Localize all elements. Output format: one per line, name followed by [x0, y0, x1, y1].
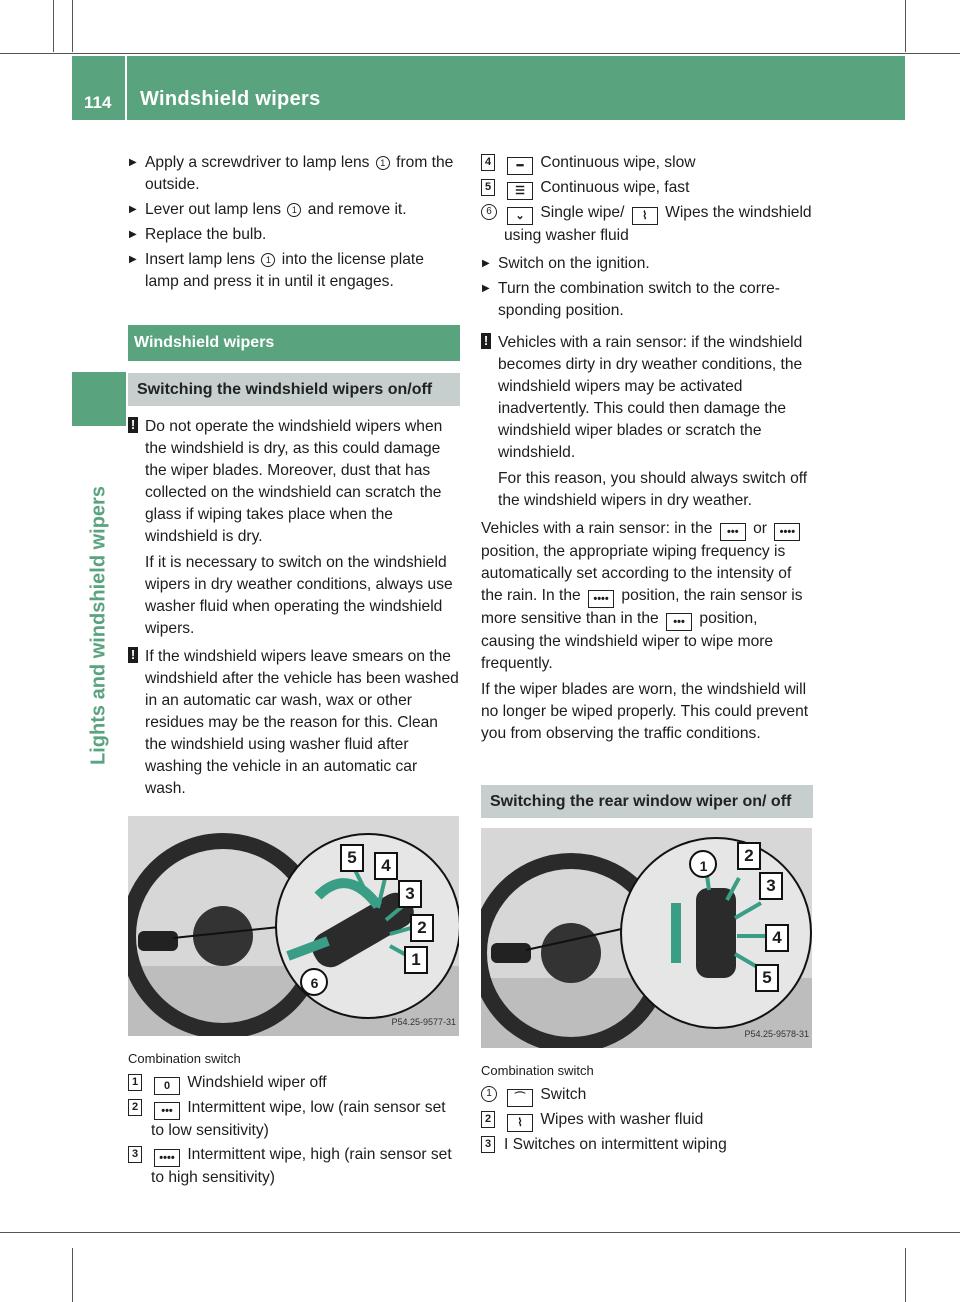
item-text: Switch [540, 1086, 587, 1103]
warning-text: If the windshield wipers leave smears on the windshield after the vehicle has been washed in an automatic car wash, wax or other residues may be the reason for this. Clean the windshield using washer fluid after washing the vehicle in an automatic car wash. [145, 648, 459, 797]
item-number: 3 [481, 1136, 495, 1153]
crop-mark [72, 1248, 73, 1302]
warning-note [128, 416, 460, 640]
figure-code: P54.25-9578-31 [744, 1029, 809, 1039]
legend-item [481, 177, 813, 200]
crop-mark [0, 1232, 960, 1233]
item-text: Windshield wiper off [187, 1074, 327, 1091]
crop-mark [72, 0, 73, 52]
para-text: position, the appropriate wiping frequency is automatically set according to the intensity of the rain. In the [481, 543, 792, 604]
figure-code: P54.25-9577-31 [391, 1017, 456, 1027]
chapter-tab-marker [72, 372, 126, 426]
subsection-heading: Switching the windshield wipers on/off [128, 373, 460, 406]
wiper-off-symbol: 0 [154, 1077, 180, 1095]
step-text: from the outside. [145, 154, 454, 193]
intermittent-low-symbol: ••• [154, 1102, 180, 1120]
item-text: Intermittent wipe, low (rain sensor set to low sensitivity) [151, 1099, 446, 1139]
continuous-fast-symbol: ☰ [507, 182, 533, 200]
legend-item [128, 1144, 460, 1189]
crop-mark [905, 1248, 906, 1302]
instruction-step [128, 224, 460, 246]
header-divider [125, 56, 127, 120]
para-text: Vehicles with a rain sensor: in the [481, 520, 713, 537]
item-number: 2 [128, 1099, 142, 1116]
warning-text: If it is necessary to switch on the windshield wipers in dry weather conditions, always use washer fluid when operating the windshield wipers. [145, 554, 453, 637]
lens-number: 1 [287, 203, 301, 217]
figure-callout: 2 [410, 914, 434, 942]
item-text: I Switches on intermittent wiping [504, 1136, 727, 1153]
intermittent-low-symbol: ••• [666, 613, 692, 631]
figure-callout: 4 [374, 852, 398, 880]
figure-callout: 6 [310, 975, 319, 991]
legend-item [481, 202, 813, 247]
item-number: 1 [128, 1074, 142, 1091]
item-number: 5 [481, 179, 495, 196]
intermittent-low-symbol: ••• [720, 523, 746, 541]
warning-text: For this reason, you should always switch off the windshield wipers in dry weather. [498, 470, 808, 509]
instruction-step: ▶ Turn the combination switch to the corresponding position. [481, 278, 813, 322]
step-text: Apply a screwdriver to lamp lens [145, 154, 370, 171]
figure-caption: Combination switch [481, 1063, 594, 1078]
figure-callout: 1 [404, 946, 428, 974]
para-text: position, causing the windshield wiper to wipe more frequently. [481, 610, 774, 672]
washer-fluid-symbol: ⌇ [507, 1114, 533, 1132]
chapter-tab-label: Lights and windshield wipers [87, 486, 110, 765]
warning-text: Vehicles with a rain sensor: if the windshield becomes dirty in dry weather conditions, the windshield wipers may be activated inadvertently. This could then damage the windshield wiper blades or scratch the windshield. [498, 334, 803, 461]
combination-switch-figure [128, 816, 459, 1036]
right-column [481, 152, 813, 1158]
step-text: Insert lamp lens [145, 251, 256, 268]
crop-mark [53, 0, 54, 52]
rear-wiper-switch-figure [481, 828, 812, 1048]
legend-item [481, 152, 813, 175]
crop-mark [905, 0, 906, 52]
item-text: Single wipe/ [540, 204, 625, 221]
item-text: Wipes the windshield using washer fluid [504, 204, 812, 244]
lens-number: 1 [261, 253, 275, 267]
item-number: 2 [481, 1111, 495, 1128]
legend-item [481, 1084, 813, 1107]
rear-wiper-switch-illustration [481, 828, 812, 1048]
para-text: position, the rain sensor is more sensitive than in the [481, 587, 803, 627]
figure-caption: Combination switch [128, 1051, 241, 1066]
intermittent-high-symbol: •••• [588, 590, 614, 608]
warning-note [128, 646, 460, 800]
single-wipe-symbol: ⌄ [507, 207, 533, 225]
left-column [128, 152, 460, 1191]
legend-item [481, 1109, 813, 1132]
instruction-step [128, 152, 460, 196]
instruction-step [128, 249, 460, 293]
instruction-step: ▶ Switch on the ignition. [481, 253, 813, 275]
subsection-heading: Switching the rear window wiper on/ off [481, 785, 813, 818]
figure-callout: 3 [759, 872, 783, 900]
item-number: 3 [128, 1146, 142, 1163]
item-text: Continuous wipe, fast [540, 179, 690, 196]
step-text: into the license plate lamp and press it in until it engages. [145, 251, 424, 290]
item-text: Wipes with washer fluid [540, 1111, 704, 1128]
legend-item [481, 1134, 813, 1156]
section-heading: Windshield wipers [128, 325, 460, 361]
page-number: 114 [84, 93, 112, 112]
body-paragraph: If the wiper blades are worn, the windshield will no longer be wiped properly. This could prevent you from observing the traffic conditions. [481, 681, 809, 742]
washer-fluid-symbol: ⌇ [632, 207, 658, 225]
item-number: 6 [481, 204, 497, 220]
rear-wiper-symbol: ⌒ [507, 1089, 533, 1107]
figure-callout: 3 [398, 880, 422, 908]
intermittent-high-symbol: •••• [774, 523, 800, 541]
item-number: 1 [481, 1086, 497, 1102]
step-text: Replace the bulb. [145, 226, 267, 243]
warning-icon: ! [481, 333, 491, 349]
figure-callout: 1 [699, 858, 708, 874]
crop-mark [0, 53, 960, 54]
continuous-slow-symbol: ━ [507, 157, 533, 175]
instruction-step [128, 199, 460, 221]
para-text: or [753, 520, 767, 537]
warning-icon: ! [128, 647, 138, 663]
figure-callout: 2 [737, 842, 761, 870]
step-text: Lever out lamp lens [145, 201, 282, 218]
chapter-tab [72, 150, 126, 1200]
figure-callout: 5 [755, 964, 779, 992]
item-text: Continuous wipe, slow [540, 154, 696, 171]
page-title: Windshield wipers [140, 88, 321, 110]
legend-item [128, 1072, 460, 1095]
item-text: Intermittent wipe, high (rain sensor set to high sensitivity) [151, 1146, 452, 1186]
warning-note [481, 332, 813, 512]
warning-text: Do not operate the windshield wipers when the windshield is dry, as this could damage the wiper blades. Moreover, dust that has collected on the windshield can scratch the glass if wiping takes place when the windshield is dry. [145, 418, 443, 545]
step-text: and remove it. [307, 201, 407, 218]
intermittent-high-symbol: •••• [154, 1149, 180, 1167]
figure-callout: 5 [340, 844, 364, 872]
lens-number: 1 [376, 156, 390, 170]
warning-icon: ! [128, 417, 138, 433]
figure-callout: 4 [765, 924, 789, 952]
legend-item [128, 1097, 460, 1142]
item-number: 4 [481, 154, 495, 171]
body-paragraph [481, 518, 813, 675]
